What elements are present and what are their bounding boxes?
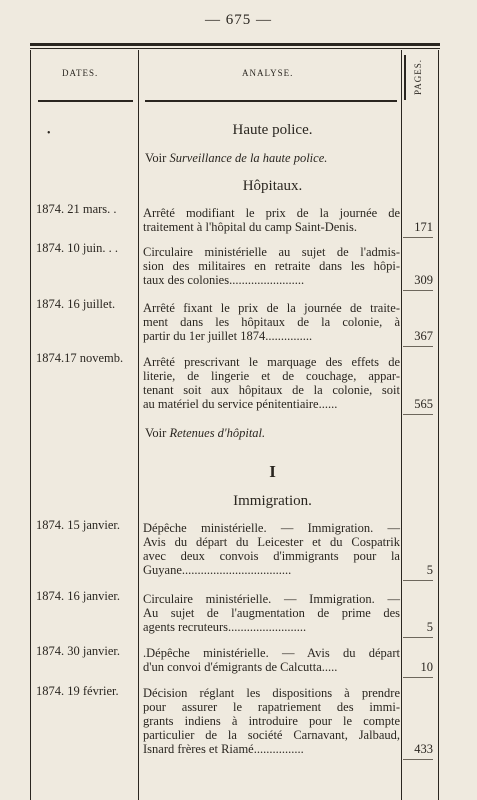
entry-date: 1874. 30 janvier. [36,644,121,658]
entry-date: 1874. 21 mars. . [36,202,117,216]
entry-separator [403,759,433,760]
entry-line: agents recruteurs......................... [143,620,307,634]
see-also-hopitaux [145,426,265,441]
entry-page: 10 [420,660,433,674]
entry-line: Avis du départ du Leicester et du Cospatrik [143,535,400,549]
column-divider-dates [138,50,139,800]
header-dates: DATES. [62,68,99,78]
entry-line: avec deux convois d'immigrants pour la [143,549,400,563]
entry-text [143,301,400,343]
entry-line: Guyane................................... [143,563,292,577]
section-letter: I [269,462,276,481]
header-rule-pages [404,55,406,100]
entry-line: Au sujet de l'augmentation de prime des [143,606,400,620]
heading-immigration: Immigration. [233,493,312,509]
entry-line: Arrêté modifiant le prix de la journée de [143,206,400,220]
see-also-reference: Retenues d'hôpital. [169,426,266,440]
entry-line: pour assurer le rapatriement des immi- [143,700,400,714]
entry-text [143,592,400,634]
entry-line: Circulaire ministérielle. — Immigration. — [143,592,400,606]
entry-separator [403,677,433,678]
entry-line: taux des colonies........................ [143,273,305,287]
entry-separator [403,290,433,291]
entry-page: 309 [414,273,433,287]
column-divider-right [438,50,439,800]
entry-line: grants indiens à introduire pour le compte [143,714,400,728]
entry-text [143,245,400,287]
entry-line: sion des militaires en retraite dans les hôpi- [143,259,400,273]
bullet-mark: • [47,128,51,139]
entry-line: traitement à l'hôpital du camp Saint-Denis. [143,220,358,234]
header-rule-analyse [145,100,397,102]
entry-date: 1874. 15 janvier. [36,518,121,532]
entry-line: Décision réglant les dispositions à prendre [143,686,400,700]
entry-line: Isnard frères et Riamé................ [143,742,304,756]
entry-line: Arrêté prescrivant le marquage des effets de [143,355,400,369]
entry-date: 1874.17 novemb. [36,351,124,365]
entry-line: ment dans les hôpitaux de la colonie, à [143,315,400,329]
entry-line: Circulaire ministérielle au sujet de l'admis- [143,245,400,259]
entry-line: tenant soit aux hôpitaux de la colonie, soit [143,383,400,397]
header-pages [410,58,426,98]
top-rule-thin [30,48,440,49]
entry-page: 5 [426,620,433,634]
top-rule-thick [30,43,440,46]
entry-page: 433 [414,742,433,756]
entry-line: .Dépêche ministérielle. — Avis du départ [143,646,400,660]
entry-page: 5 [426,563,433,577]
heading-haute-police: Haute police. [232,122,313,138]
entry-line: partir du 1er juillet 1874............... [143,329,313,343]
entry-line: au matériel du service pénitentiaire...... [143,397,338,411]
see-also-prefix: Voir [145,426,170,440]
entry-separator [403,237,433,238]
entry-line: particulier de la société Carnavant, Jalbaud, [143,728,400,742]
entry-text [143,521,400,577]
entry-page: 171 [414,220,433,234]
entry-page: 367 [414,329,433,343]
see-also-reference: Surveillance de la haute police. [169,151,328,165]
header-pages-label: PAGES. [413,59,423,95]
entry-line: Dépêche ministérielle. — Immigration. — [143,521,400,535]
entry-line: literie, de lingerie et de couchage, appar- [143,369,400,383]
see-also-prefix: Voir [145,151,170,165]
entry-separator [403,414,433,415]
entry-date: 1874. 16 janvier. [36,589,121,603]
entry-separator [403,580,433,581]
entry-page: 565 [414,397,433,411]
entry-text [143,355,400,411]
entry-date: 1874. 19 février. [36,684,119,698]
see-also-haute-police [145,151,327,166]
header-analyse: ANALYSE. [242,68,294,78]
column-divider-pages [401,50,402,800]
entry-date: 1874. 16 juillet. [36,297,116,311]
entry-separator [403,637,433,638]
page-number: — 675 — [205,12,272,28]
heading-hopitaux: Hôpitaux. [242,178,303,194]
entry-line: Arrêté fixant le prix de la journée de traite- [143,301,400,315]
entry-separator [403,346,433,347]
header-rule-dates [38,100,133,102]
entry-text [143,646,400,674]
entry-line: d'un convoi d'émigrants de Calcutta..... [143,660,338,674]
entry-text [143,206,400,234]
column-divider-left [30,50,31,800]
entry-date: 1874. 10 juin. . . [36,241,118,255]
entry-text [143,686,400,756]
